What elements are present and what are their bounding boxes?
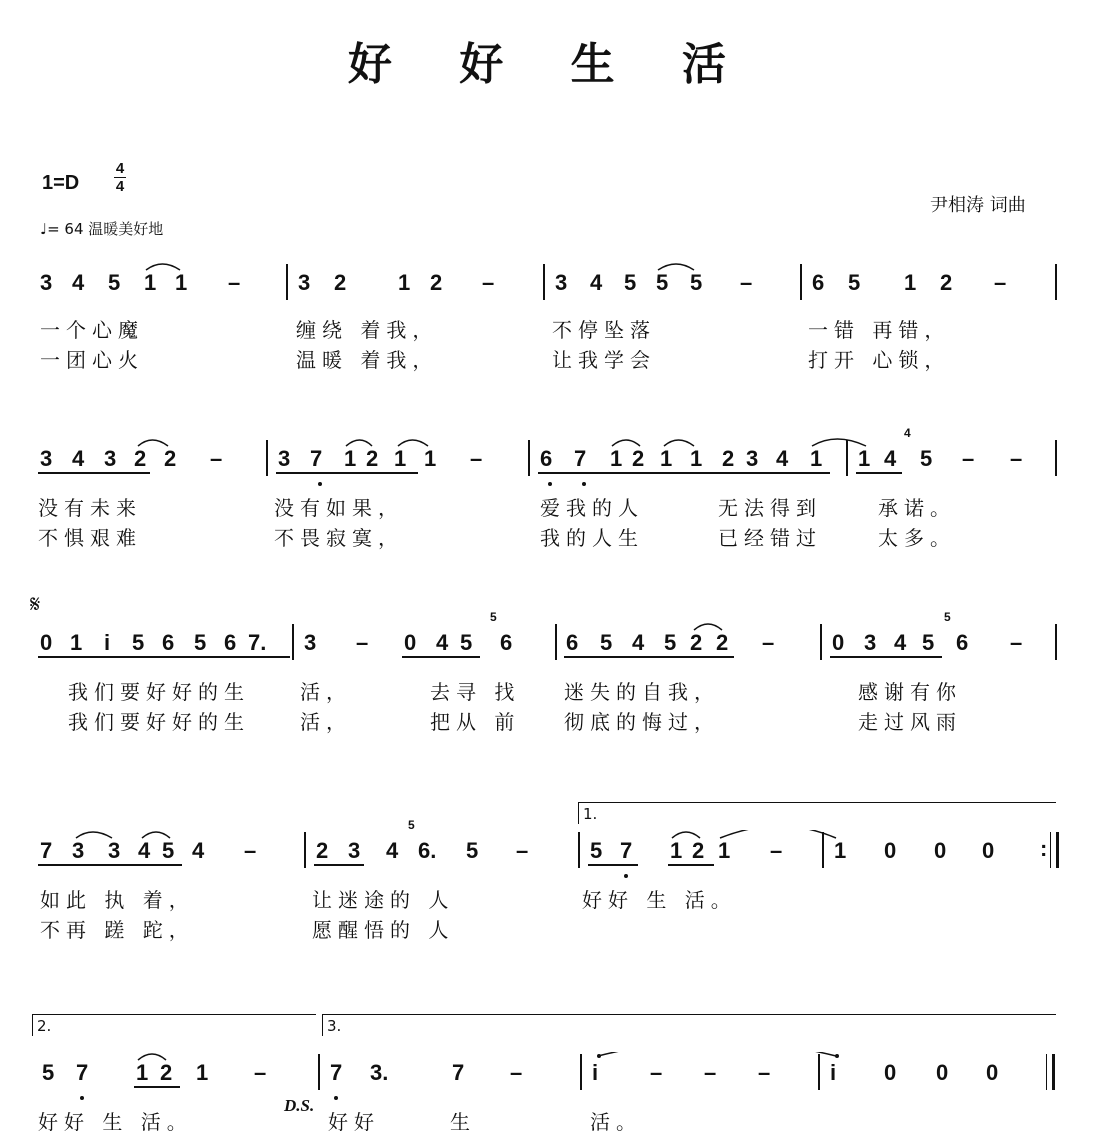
note: 2 <box>692 838 705 863</box>
song-title: 好 好 生 活 <box>348 39 752 90</box>
lyric: 好好 <box>328 1110 380 1134</box>
grace-note: 5 <box>944 610 951 624</box>
note: – <box>516 838 529 863</box>
note: 5 <box>108 270 121 295</box>
tempo-marking: ♩= 64 温暖美好地 <box>40 220 164 238</box>
lyric: 一团心火 <box>40 348 144 372</box>
note: 0 <box>884 838 897 863</box>
lyric: 一错 再错， <box>808 318 951 342</box>
lyric: 生 <box>450 1110 476 1134</box>
note: 2 <box>716 630 729 655</box>
lyric: 不惧艰难 <box>38 526 142 550</box>
lyric: 不停坠落 <box>552 318 656 342</box>
note: – <box>210 446 223 471</box>
note: 5 <box>162 838 175 863</box>
note: 6 <box>566 630 579 655</box>
lyric: 迷失的自我， <box>564 680 720 704</box>
lyric: 去寻 找 <box>430 680 521 704</box>
lyric: 打开 心锁， <box>808 348 951 372</box>
note: 4 <box>894 630 907 655</box>
note: 1 <box>660 446 673 471</box>
note: 1 <box>670 838 683 863</box>
note: 6 <box>812 270 825 295</box>
note: 1 <box>144 270 157 295</box>
lyric: 我们要好好的生 <box>68 710 250 734</box>
note: 3 <box>40 446 53 471</box>
note: 0 <box>936 1060 949 1085</box>
lyric: 活。 <box>590 1110 642 1134</box>
lyric: 彻底的悔过， <box>564 710 720 734</box>
note: 1 <box>690 446 703 471</box>
note: 1 <box>196 1060 209 1085</box>
volta-1: 1. <box>578 802 1056 824</box>
lyric: 愿醒悟的 人 <box>312 918 455 942</box>
slur-marks <box>0 830 1100 870</box>
note: 2 <box>632 446 645 471</box>
note: 5 <box>656 270 669 295</box>
note: – <box>650 1060 663 1085</box>
lyric: 我们要好好的生 <box>68 680 250 704</box>
note: 4 <box>590 270 603 295</box>
grace-note: 5 <box>490 610 497 624</box>
note: – <box>1010 630 1023 655</box>
note: 5 <box>42 1060 55 1085</box>
time-sig-bottom: 4 <box>115 178 125 195</box>
note: – <box>962 446 975 471</box>
note: 5 <box>460 630 473 655</box>
note: 3 <box>864 630 877 655</box>
note: 6 <box>540 446 553 471</box>
lyric: 好好 生 活。 <box>582 888 737 912</box>
note: 5 <box>624 270 637 295</box>
note: 7 <box>40 838 53 863</box>
lyric: 感谢有你 <box>858 680 962 704</box>
note: 4 <box>386 838 399 863</box>
note: 3 <box>40 270 53 295</box>
note: i <box>104 630 111 655</box>
time-signature <box>114 160 126 195</box>
note: – <box>228 270 241 295</box>
note: 4 <box>436 630 449 655</box>
lyric: 已经错过 <box>718 526 822 550</box>
note: 2 <box>366 446 379 471</box>
note: 4 <box>138 838 151 863</box>
note: 5 <box>848 270 861 295</box>
lyric: 温暖 着我， <box>296 348 439 372</box>
note: 1 <box>718 838 731 863</box>
note: 2 <box>316 838 329 863</box>
repeat-dots: : <box>1040 836 1048 861</box>
lyric: 承诺。 <box>878 496 956 520</box>
note: 6 <box>956 630 969 655</box>
note: 5 <box>590 838 603 863</box>
lyric: 缠绕 着我， <box>296 318 439 342</box>
lyric: 好好 生 活。 <box>38 1110 193 1134</box>
note: 7 <box>452 1060 465 1085</box>
note: 3 <box>555 270 568 295</box>
note: 6 <box>224 630 237 655</box>
note: 5 <box>194 630 207 655</box>
note: 3 <box>348 838 361 863</box>
grace-note: 5 <box>408 818 415 832</box>
note: 1 <box>858 446 871 471</box>
note: 0 <box>40 630 53 655</box>
slur-marks <box>0 1052 1100 1092</box>
note: 7. <box>248 630 267 655</box>
note: 0 <box>982 838 995 863</box>
lyric: 不畏寂寞， <box>274 526 404 550</box>
note: 4 <box>884 446 897 471</box>
note: 5 <box>600 630 613 655</box>
note: 2 <box>334 270 347 295</box>
note: – <box>762 630 775 655</box>
composer-credit: 尹相涛 词曲 <box>930 195 1026 216</box>
note: 0 <box>884 1060 897 1085</box>
note: 7 <box>330 1060 343 1085</box>
note: 2 <box>160 1060 173 1085</box>
note: – <box>740 270 753 295</box>
time-sig-top: 4 <box>115 160 125 177</box>
lyric: 不再 蹉 跎， <box>40 918 195 942</box>
note: 1 <box>904 270 917 295</box>
note: i <box>592 1060 599 1085</box>
note: 2 <box>430 270 443 295</box>
note: 3 <box>304 630 317 655</box>
note: 0 <box>404 630 417 655</box>
note: – <box>510 1060 523 1085</box>
note: 1 <box>424 446 437 471</box>
segno-sign: 𝄋 <box>30 590 41 618</box>
lyric: 让我学会 <box>552 348 656 372</box>
note: 7 <box>76 1060 89 1085</box>
note: 2 <box>164 446 177 471</box>
note: 2 <box>940 270 953 295</box>
note: 3 <box>108 838 121 863</box>
note: 4 <box>72 446 85 471</box>
note: 3 <box>72 838 85 863</box>
note: – <box>244 838 257 863</box>
lyric: 太多。 <box>878 526 956 550</box>
note: 1 <box>610 446 623 471</box>
dal-segno-marking: D.S. <box>284 1096 315 1115</box>
lyric: 无法得到 <box>718 496 822 520</box>
lyric: 走过风雨 <box>858 710 962 734</box>
note: 5 <box>690 270 703 295</box>
note: 6. <box>418 838 437 863</box>
key-signature: 1=D <box>42 172 80 194</box>
lyric: 没有未来 <box>38 496 142 520</box>
note: 1 <box>394 446 407 471</box>
note: 3 <box>278 446 291 471</box>
note: 1 <box>136 1060 149 1085</box>
note: 7 <box>310 446 323 471</box>
lyric: 活， <box>300 710 352 734</box>
note: 6 <box>162 630 175 655</box>
note: i <box>830 1060 837 1085</box>
lyric: 我的人生 <box>540 526 644 550</box>
note: 5 <box>922 630 935 655</box>
note: 0 <box>934 838 947 863</box>
note: 7 <box>620 838 633 863</box>
note: – <box>356 630 369 655</box>
note: 2 <box>690 630 703 655</box>
volta-3: 3. <box>322 1014 1056 1036</box>
note: 4 <box>632 630 645 655</box>
note: – <box>1010 446 1023 471</box>
slur-marks <box>0 262 1100 302</box>
grace-note: 4 <box>904 426 911 440</box>
note: 3 <box>104 446 117 471</box>
note: – <box>470 446 483 471</box>
note: – <box>770 838 783 863</box>
note: 5 <box>132 630 145 655</box>
lyric: 让迷途的 人 <box>312 888 455 912</box>
lyric: 爱我的人 <box>540 496 644 520</box>
lyric: 没有如果， <box>274 496 404 520</box>
note: 4 <box>72 270 85 295</box>
note: 6 <box>500 630 513 655</box>
lyric: 活， <box>300 680 352 704</box>
note: 1 <box>344 446 357 471</box>
lyric: 把从 前 <box>430 710 521 734</box>
slur-marks <box>0 622 1100 662</box>
note: 5 <box>920 446 933 471</box>
note: – <box>254 1060 267 1085</box>
note: 0 <box>832 630 845 655</box>
note: – <box>758 1060 771 1085</box>
note: 1 <box>175 270 188 295</box>
note: – <box>704 1060 717 1085</box>
note: 3 <box>746 446 759 471</box>
lyric: 一个心魔 <box>40 318 144 342</box>
note: 5 <box>466 838 479 863</box>
volta-2: 2. <box>32 1014 316 1036</box>
note: 1 <box>834 838 847 863</box>
note: 4 <box>192 838 205 863</box>
note: 5 <box>664 630 677 655</box>
note: 4 <box>776 446 789 471</box>
lyric: 如此 执 着， <box>40 888 195 912</box>
note: 2 <box>134 446 147 471</box>
note: 3 <box>298 270 311 295</box>
note: – <box>482 270 495 295</box>
note: 1 <box>70 630 83 655</box>
slur-marks <box>0 438 1100 478</box>
note: – <box>994 270 1007 295</box>
note: 3. <box>370 1060 389 1085</box>
note: 1 <box>810 446 823 471</box>
note: 7 <box>574 446 587 471</box>
note: 2 <box>722 446 735 471</box>
note: 0 <box>986 1060 999 1085</box>
note: 1 <box>398 270 411 295</box>
